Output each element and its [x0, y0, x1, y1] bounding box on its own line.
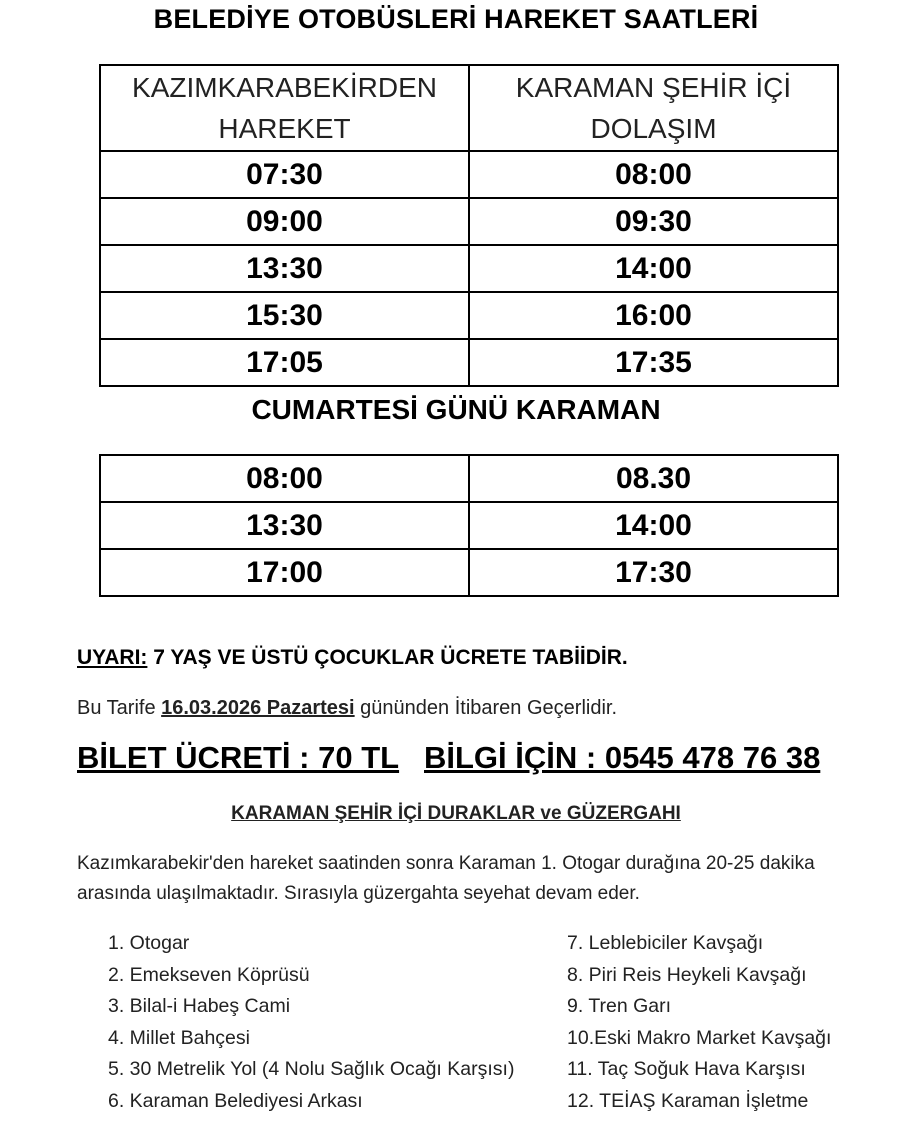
warning-notice	[77, 646, 628, 670]
table-row	[100, 455, 838, 502]
city-tour-time: 16:00	[469, 292, 838, 339]
column-header-city-tour: KARAMAN ŞEHİR İÇİ DOLAŞIM	[469, 65, 838, 151]
list-item: 2. Emekseven Köprüsü	[108, 963, 310, 986]
departure-time: 13:30	[100, 245, 469, 292]
departure-time: 17:00	[100, 549, 469, 596]
saturday-schedule-table	[99, 454, 839, 597]
table-row	[100, 245, 838, 292]
warning-text: 7 YAŞ VE ÜSTÜ ÇOCUKLAR ÜCRETE TABİİDİR.	[147, 646, 628, 669]
city-tour-time: 09:30	[469, 198, 838, 245]
page-title: BELEDİYE OTOBÜSLERİ HAREKET SAATLERİ	[153, 4, 759, 34]
departure-time: 08:00	[100, 455, 469, 502]
list-item: 11. Taç Soğuk Hava Karşısı	[567, 1058, 806, 1081]
tariff-notice	[77, 697, 617, 720]
list-item: 7. Leblebiciler Kavşağı	[567, 932, 764, 954]
table-row	[100, 198, 838, 245]
table-header-row	[100, 65, 838, 151]
warning-label: UYARI:	[77, 646, 148, 669]
route-title: KARAMAN ŞEHİR İÇİ DURAKLAR ve GÜZERGAHI	[231, 803, 681, 824]
departure-time: 15:30	[100, 292, 469, 339]
list-item: 8. Piri Reis Heykeli Kavşağı	[567, 963, 807, 986]
table-row	[100, 502, 838, 549]
table-row	[100, 151, 838, 198]
list-item: 5. 30 Metrelik Yol (4 Nolu Sağlık Ocağı Karşısı)	[108, 1058, 515, 1081]
departure-time: 09:00	[100, 198, 469, 245]
list-item: 6. Karaman Belediyesi Arkası	[108, 1089, 363, 1112]
table-row	[100, 292, 838, 339]
column-header-departure: KAZIMKARABEKİRDEN HAREKET	[100, 65, 469, 151]
departure-time: 13:30	[100, 502, 469, 549]
city-tour-time: 17:30	[469, 549, 838, 596]
list-item: 4. Millet Bahçesi	[108, 1026, 250, 1049]
city-tour-time: 08:00	[469, 151, 838, 198]
list-item: 12. TEİAŞ Karaman İşletme	[567, 1089, 809, 1112]
info-phone: BİLGİ İÇİN : 0545 478 76 38	[424, 740, 821, 775]
city-tour-time: 17:35	[469, 339, 838, 386]
stops-list-left	[108, 928, 514, 1118]
stops-list-right	[567, 928, 831, 1118]
table-row	[100, 339, 838, 386]
departure-time: 07:30	[100, 151, 469, 198]
city-tour-time: 14:00	[469, 245, 838, 292]
ticket-price: BİLET ÜCRETİ : 70 TL	[77, 740, 400, 775]
saturday-title: CUMARTESİ GÜNÜ KARAMAN	[251, 394, 661, 425]
list-item: 3. Bilal-i Habeş Cami	[108, 995, 291, 1018]
tariff-prefix: Bu Tarife	[77, 697, 162, 719]
tariff-suffix: gününden İtibaren Geçerlidir.	[354, 697, 618, 719]
table-row	[100, 549, 838, 596]
tariff-date: 16.03.2026 Pazartesi	[161, 697, 355, 719]
list-item: 1. Otogar	[108, 932, 190, 954]
route-description: Kazımkarabekir'den hareket saatinden sonra Karaman 1. Otogar durağına 20-25 dakika arasında ulaşılmaktadır. Sırasıyla güzergahta seyehat devam eder.	[77, 853, 815, 904]
city-tour-time: 08.30	[469, 455, 838, 502]
list-item: 9. Tren Garı	[567, 995, 672, 1018]
weekday-schedule-table	[99, 64, 839, 387]
departure-time: 17:05	[100, 339, 469, 386]
city-tour-time: 14:00	[469, 502, 838, 549]
list-item: 10.Eski Makro Market Kavşağı	[567, 1026, 832, 1049]
